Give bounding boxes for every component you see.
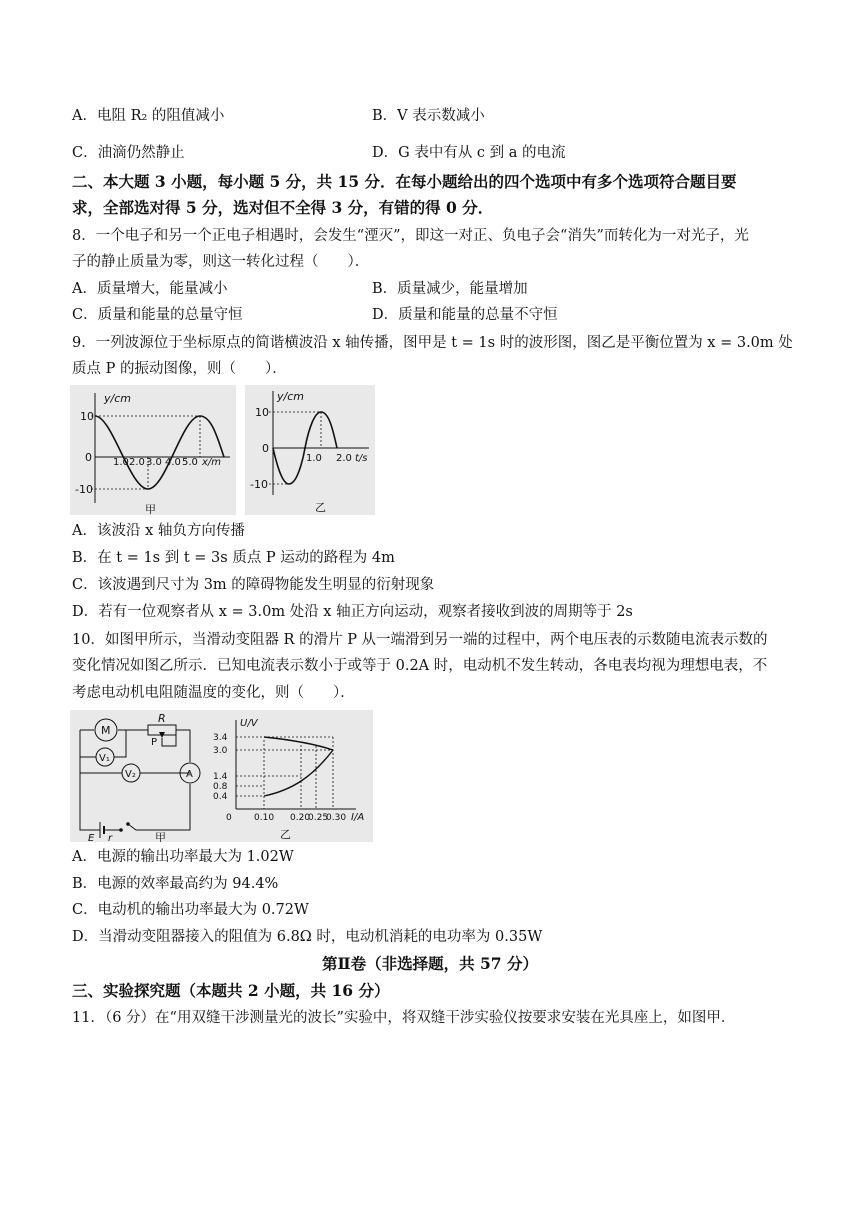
q10-circuit-figure [70,710,208,842]
q9-option-c: C．该波遇到尺寸为 3m 的障碍物能发生明显的衍射现象 [72,577,435,593]
q9-option-a: A．该波沿 x 轴负方向传播 [72,523,245,539]
q9-stem-line1: 9．一列波源位于坐标原点的简谐横波沿 x 轴传播，图甲是 t = 1s 时的波形图，图乙是平衡位置为 x = 3.0m 处 [72,335,793,351]
v2-label: V₂ [125,769,136,780]
wave-curve [95,416,224,489]
resistor-label: R [158,712,166,725]
figure-caption: 乙 [315,501,326,514]
q8-option-d: D．质量和能量的总量不守恒 [372,307,558,323]
q7-option-c: C．油滴仍然静止 [72,145,185,161]
figure-caption: 甲 [155,831,166,842]
v1-label: V₁ [99,753,110,764]
q8-option-b: B．质量减少，能量增加 [372,281,528,297]
t-axis-label: t/s [355,453,368,464]
switch-contact [119,828,123,832]
q10-option-c: C．电动机的输出功率最大为 0.72W [72,902,309,918]
y-tick-label: 0 [262,442,269,455]
q10-option-d: D．当滑动变阻器接入的阻值为 6.8Ω 时，电动机消耗的电功率为 0.35W [72,929,543,945]
q8-option-c: C．质量和能量的总量守恒 [72,307,243,323]
u-tick-label: 3.4 [213,733,228,743]
q8-stem-line1: 8．一个电子和另一个正电子相遇时，会发生“湮灭”，即这一对正、负电子会“消失”而转化为一对光子，光 [72,228,749,244]
section2-heading-line1: 二、本大题 3 小题，每小题 5 分，共 15 分．在每小题给出的四个选项中有多个选项符合题目要 [72,172,737,191]
u-tick-label: 3.0 [213,746,228,756]
wire [176,730,190,740]
part2-title: 第Ⅱ卷（非选择题，共 57 分） [322,954,538,973]
y-tick-label: -10 [250,478,268,491]
y-tick-label: 0 [85,451,92,464]
q9-wave-figure [70,385,236,515]
i-tick-label: 0.25 [308,813,329,823]
lower-curve [264,750,333,796]
q9-stem-line2: 质点 P 的振动图像，则（ ）． [72,361,287,377]
y-tick-label: -10 [75,483,93,496]
q10-ui-graph-figure [208,710,373,842]
figure-caption: 甲 [145,503,156,515]
x-tick-label: 5.0 [182,457,198,468]
switch-contact [126,822,130,826]
t-tick-label: 1.0 [306,453,322,464]
y-tick-label: 10 [80,410,94,423]
x-tick-label: 1.0 [113,457,129,468]
i-tick-label: 0.20 [290,813,311,823]
origin-label: 0 [226,813,232,823]
upper-curve [264,737,333,750]
q9-vibration-figure [245,385,375,515]
q10-stem-line2: 变化情况如图乙所示．已知电流表示数小于或等于 0.2A 时，电动机不发生转动，各电表均视为理想电表，不 [72,658,768,674]
section3-heading: 三、实验探究题（本题共 2 小题，共 16 分） [72,981,390,1000]
y-axis-label: y/cm [104,392,131,405]
i-axis-label: I/A [351,812,365,823]
motor-label: M [101,724,111,737]
u-axis-label: U/V [240,718,258,729]
wire [80,730,100,830]
u-tick-label: 0.8 [213,782,228,792]
q10-stem-line3: 考虑电动机电阻随温度的变化，则（ ）． [72,685,355,701]
t-tick-label: 2.0 [336,453,352,464]
q11-stem: 11．（6 分）在“用双缝干涉测量光的波长”实验中，将双缝干涉实验仪按要求安装在光具座上，如图甲． [72,1010,736,1026]
q10-stem-line1: 10．如图甲所示，当滑动变阻器 R 的滑片 P 从一端滑到另一端的过程中，两个电压表的示数随电流表示数的 [72,632,768,648]
q8-option-a: A．质量增大，能量减小 [72,281,228,297]
emf-label: E [88,833,95,842]
q7-option-b: B．V 表示数减小 [372,108,485,124]
y-tick-label: 10 [255,406,269,419]
q7-option-a: A．电阻 R₂ 的阻值减小 [72,108,225,124]
i-tick-label: 0.10 [254,813,275,823]
figure-caption: 乙 [280,828,291,841]
q8-stem-line2: 子的静止质量为零，则这一转化过程（ ）． [72,254,370,270]
section2-heading-line2: 求，全部选对得 5 分，选对但不全得 3 分，有错的得 0 分． [72,198,494,217]
u-tick-label: 0.4 [213,792,228,802]
u-tick-label: 1.4 [213,772,228,782]
x-tick-label: 2.0 [129,457,145,468]
q7-option-d: D．G 表中有从 c 到 a 的电流 [372,145,566,161]
internal-resistance-label: r [108,833,113,842]
x-tick-label: 4.0 [165,457,181,468]
y-axis-label: y/cm [277,390,304,403]
q9-option-d: D．若有一位观察者从 x = 3.0m 处沿 x 轴正方向运动，观察者接收到波的周期等于 2s [72,604,633,620]
x-axis-label: x/m [202,457,222,468]
ammeter-label: A [186,769,193,780]
q9-option-b: B．在 t = 1s 到 t = 3s 质点 P 运动的路程为 4m [72,550,395,566]
x-tick-label: 3.0 [146,457,162,468]
i-tick-label: 0.30 [326,813,347,823]
q10-option-b: B．电源的效率最高约为 94.4% [72,876,279,892]
wire [128,784,190,830]
q10-option-a: A．电源的输出功率最大为 1.02W [72,849,294,865]
slider-label: P [151,737,158,748]
